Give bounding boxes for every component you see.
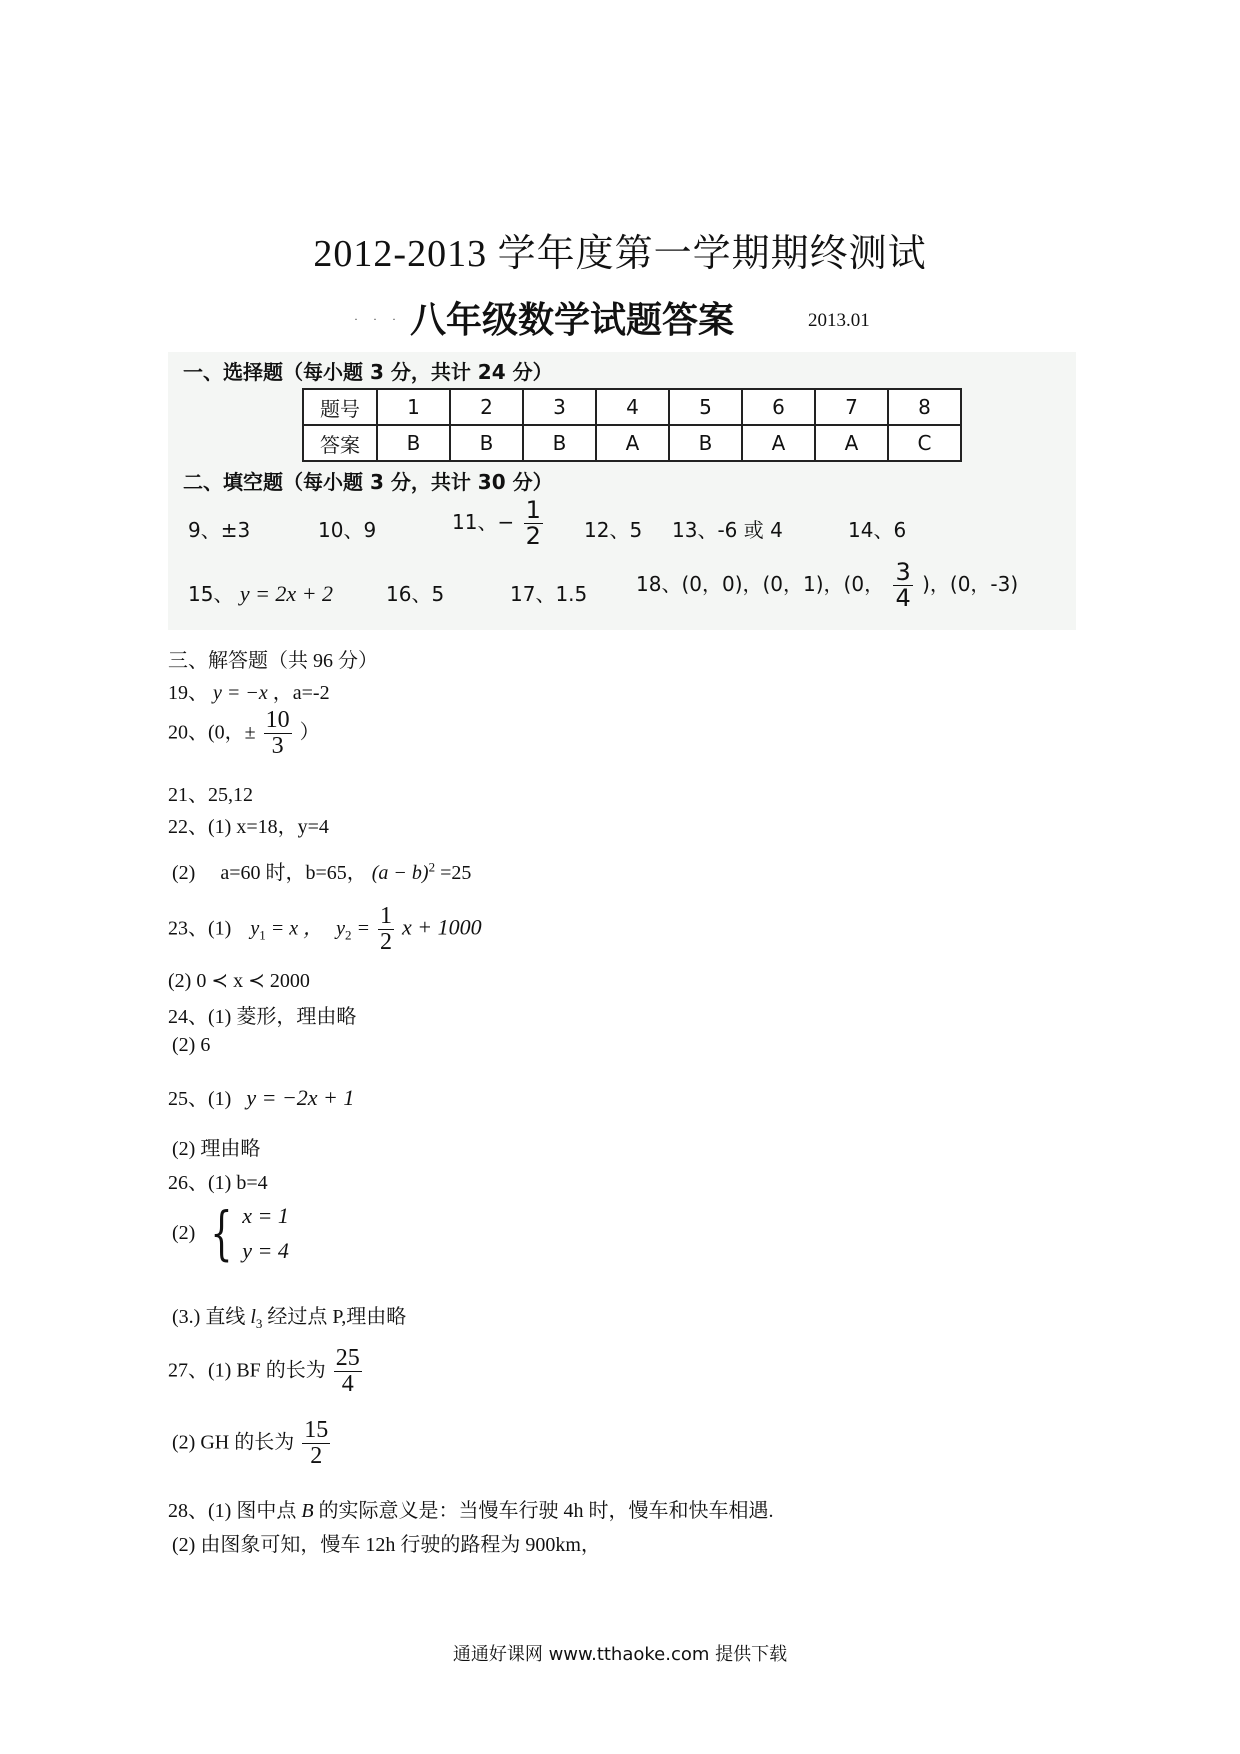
q23-1-tail: x + 1000 bbox=[401, 914, 482, 940]
q26-2-system bbox=[172, 1198, 289, 1268]
q26-3-suffix: 经过点 P,理由略 bbox=[267, 1306, 407, 1328]
q23-1-denominator: 2 bbox=[379, 929, 392, 956]
q28-1-point: B bbox=[301, 1500, 314, 1522]
q23-1-y2: y bbox=[336, 917, 345, 940]
q26-2-line1: x = 1 bbox=[242, 1203, 289, 1228]
table-cell: 1 bbox=[377, 389, 450, 425]
q23-1-sub1: 1 bbox=[259, 927, 266, 943]
q11-prefix: 11、− bbox=[452, 510, 515, 535]
q27-1-denominator: 4 bbox=[341, 1371, 354, 1398]
answer-q26-2 bbox=[172, 1198, 289, 1268]
table-cell: B bbox=[523, 425, 596, 461]
document-title: 2012-2013 学年度第一学期期终测试 bbox=[313, 233, 927, 275]
answer-q23-1 bbox=[168, 904, 482, 955]
q11-numerator: 1 bbox=[525, 496, 541, 524]
q22-2-exponent: 2 bbox=[428, 859, 436, 875]
answer-q25-1 bbox=[168, 1082, 354, 1111]
q26-2-line2: y = 4 bbox=[242, 1238, 289, 1264]
table-cell: A bbox=[596, 425, 669, 461]
q28-1-suffix: 的实际意义是：当慢车行驶 4h 时，慢车和快车相遇. bbox=[318, 1500, 774, 1522]
answer-q26-1: 26、(1) b=4 bbox=[168, 1172, 268, 1194]
q25-1-expression: y = −2x + 1 bbox=[246, 1085, 355, 1110]
footer-source: 通通好课网 www.tthaoke.com 提供下载 bbox=[452, 1644, 788, 1665]
q20-prefix: 20、(0，± bbox=[168, 721, 256, 744]
q27-2-numerator: 15 bbox=[304, 1417, 329, 1443]
answer-q9: 9、±3 bbox=[188, 518, 251, 542]
table-cell: B bbox=[377, 425, 450, 461]
answer-q24-1: 24、(1) 菱形，理由略 bbox=[168, 1006, 357, 1028]
table-cell: B bbox=[669, 425, 742, 461]
q27-2-fraction bbox=[302, 1418, 330, 1469]
q20-denominator: 3 bbox=[271, 733, 284, 760]
answer-q11 bbox=[452, 498, 546, 549]
q20-fraction bbox=[264, 708, 292, 759]
answer-q16: 16、5 bbox=[386, 582, 445, 606]
q11-fraction bbox=[524, 498, 543, 549]
answer-q10: 10、9 bbox=[318, 518, 377, 542]
answer-q20 bbox=[168, 708, 320, 759]
q26-3-prefix: (3.) 直线 bbox=[172, 1306, 246, 1328]
section1-heading: 一、选择题（每小题 3 分，共计 24 分） bbox=[183, 360, 553, 384]
table-cell: C bbox=[888, 425, 961, 461]
table-cell: 6 bbox=[742, 389, 815, 425]
answer-q27-2 bbox=[172, 1418, 333, 1469]
answer-q15 bbox=[188, 578, 333, 607]
q18-suffix: )，(0，-3) bbox=[922, 572, 1019, 597]
document-subtitle: 八年级数学试题答案 bbox=[410, 300, 735, 341]
q18-denominator: 4 bbox=[895, 584, 911, 613]
table-cell: A bbox=[742, 425, 815, 461]
q23-1-fraction bbox=[378, 904, 394, 955]
answer-q22-1: 22、(1) x=18，y=4 bbox=[168, 816, 329, 838]
section2-heading: 二、填空题（每小题 3 分，共计 30 分） bbox=[183, 470, 553, 494]
q27-2-prefix: (2) GH 的长为 bbox=[172, 1431, 295, 1454]
table-cell: 2 bbox=[450, 389, 523, 425]
q20-suffix: ） bbox=[299, 721, 320, 744]
document-date: 2013.01 bbox=[808, 310, 870, 331]
q19-prefix: 19、 bbox=[168, 682, 208, 704]
answer-q24-2: (2) 6 bbox=[172, 1034, 211, 1056]
section3-heading: 三、解答题（共 96 分） bbox=[168, 650, 378, 672]
table-row bbox=[303, 425, 961, 461]
q23-1-prefix: 23、(1) bbox=[168, 917, 232, 940]
table-row bbox=[303, 389, 961, 425]
answer-q12: 12、5 bbox=[584, 518, 643, 542]
answer-q13: 13、-6 或 4 bbox=[672, 518, 783, 542]
table-cell: 7 bbox=[815, 389, 888, 425]
table-cell: A bbox=[815, 425, 888, 461]
q18-prefix: 18、(0，0)，(0，1)，(0， bbox=[636, 572, 885, 597]
q27-1-fraction bbox=[334, 1346, 362, 1397]
table-cell: B bbox=[450, 425, 523, 461]
answer-q21: 21、25,12 bbox=[168, 784, 253, 806]
q22-2-suffix: =25 bbox=[440, 862, 472, 884]
q18-numerator: 3 bbox=[895, 558, 911, 586]
q23-1-eq1: = x ， bbox=[270, 917, 324, 940]
q23-1-numerator: 1 bbox=[379, 903, 392, 929]
choice-answer-table bbox=[302, 388, 962, 462]
answer-q27-1 bbox=[168, 1346, 365, 1397]
q23-1-sub2: 2 bbox=[344, 927, 352, 943]
answer-q28-1 bbox=[168, 1494, 774, 1523]
brace-icon: { bbox=[210, 1199, 233, 1268]
answer-q19 bbox=[168, 676, 330, 705]
q25-1-prefix: 25、(1) bbox=[168, 1088, 232, 1110]
q19-expression: y = −x bbox=[213, 682, 268, 704]
equation-system-lines bbox=[242, 1198, 289, 1268]
answer-q22-2 bbox=[172, 856, 471, 885]
q15-expression: y = 2x + 2 bbox=[239, 581, 334, 606]
q23-1-eq2: = bbox=[356, 917, 375, 940]
q26-2-prefix: (2) bbox=[172, 1221, 196, 1244]
q27-1-prefix: 27、(1) BF 的长为 bbox=[168, 1359, 326, 1382]
table-row-label: 题号 bbox=[303, 389, 377, 425]
answer-q18 bbox=[636, 560, 1018, 611]
q19-suffix: ，a=-2 bbox=[272, 682, 330, 704]
q22-2-expression: (a − b) bbox=[371, 862, 429, 884]
q26-3-l: l bbox=[250, 1306, 256, 1328]
answer-q17: 17、1.5 bbox=[510, 582, 588, 606]
table-cell: 4 bbox=[596, 389, 669, 425]
answer-q14: 14、6 bbox=[848, 518, 907, 542]
q27-1-numerator: 25 bbox=[335, 1345, 360, 1371]
q15-prefix: 15、 bbox=[188, 582, 234, 606]
answer-q25-2: (2) 理由略 bbox=[172, 1138, 261, 1160]
q28-1-prefix: 28、(1) 图中点 bbox=[168, 1500, 297, 1522]
decorative-dots: · · · bbox=[354, 312, 402, 326]
answer-q28-2: (2) 由图象可知，慢车 12h 行驶的路程为 900km， bbox=[172, 1534, 601, 1556]
q22-2-prefix: (2) a=60 时，b=65， bbox=[172, 862, 367, 884]
q26-3-sub: 3 bbox=[255, 1316, 263, 1331]
q11-denominator: 2 bbox=[525, 522, 541, 551]
table-cell: 3 bbox=[523, 389, 596, 425]
table-cell: 5 bbox=[669, 389, 742, 425]
answer-q26-3 bbox=[172, 1300, 406, 1332]
q20-numerator: 10 bbox=[265, 707, 290, 733]
q23-1-y1: y bbox=[250, 917, 260, 940]
q27-2-denominator: 2 bbox=[310, 1443, 323, 1470]
table-cell: 8 bbox=[888, 389, 961, 425]
q18-fraction bbox=[893, 560, 912, 611]
answer-q23-2: (2) 0 ≺ x ≺ 2000 bbox=[168, 970, 310, 992]
table-row-label: 答案 bbox=[303, 425, 377, 461]
